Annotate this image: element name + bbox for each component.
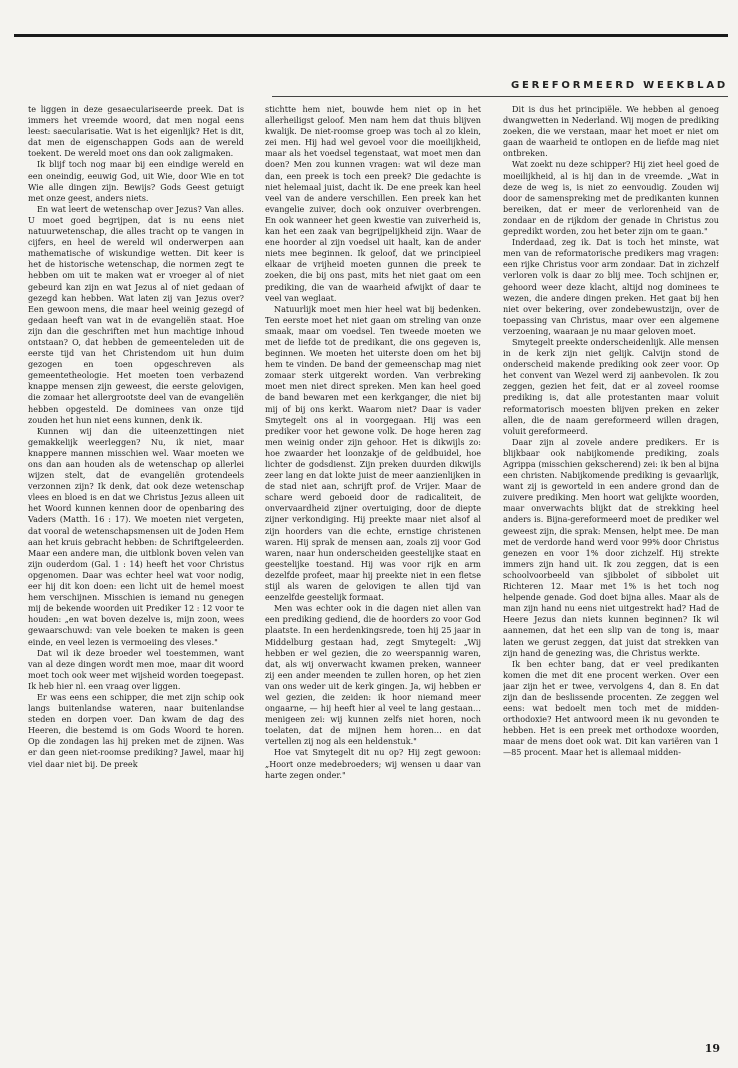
page-header-title: GEREFORMEERD WEEKBLAD — [511, 80, 728, 91]
paragraph: Men was echter ook in die dagen niet allen van een prediking gediend, die de hoorders zo voor God plaatste. In een herdenkingsrede, toen hij 25 jaar in Middelburg gestaan had, zegt Smytegelt: „Wij hebben er wel gezien, die zo weerspannig waren, dat, als wij onverwacht kwamen preken, wanneer zij een ander meenden te zullen horen, op het zien van ons weder uit de kerk gingen. Ja, wij hebben er wel gezien, die zeiden: ik hoor niemand meer ongaarne, — hij heeft hier al veel te lang gestaan… menigeen zei: wij kunnen zelfs niet horen, noch toelaten, dat de mijnen hem horen… en dat vertellen zij nog als een heldenstuk." — [265, 603, 481, 747]
paragraph: Wat zoekt nu deze schipper? Hij ziet heel goed de moeilijkheid, al is hij dan in de vreemde. „Wat in deze de weg is, is niet zo eenvoudig. Zouden wij door de samenspreking met de predikanten kunnen bereiken, dat er meer de verlorenheid van de zondaar en de rijkdom der genade in Christus zou gepredikt worden, zou het beter zijn om te gaan." — [503, 159, 719, 237]
paragraph: Hoe vat Smytegelt dit nu op? Hij zegt gewoon: „Hoort onze medebroeders; wij wensen u daar van harte zegen onder." — [265, 747, 481, 780]
paragraph: te liggen in deze gesaeculariseerde preek. Dat is immers het vreemde woord, dat men nogal eens leest: saecularisatie. Wat is het eigenlijk? Het is dit, dat men de eigenschappen Gods aan de wereld toekent. De wereld moet ons dan ook zaligmaken. — [28, 104, 244, 159]
paragraph: Inderdaad, zeg ik. Dat is toch het minste, wat men van de reformatorische predikers mag vragen: een rijke Christus voor arm zondaar. Dat in zichzelf verloren volk is daar zo blij mee. Toch schijnen er, gehoord weer deze klacht, altijd nog dominees te wezen, die andere dingen preken. Het gaat bij hen niet over bekering, over zondebewustzijn, over de toepassing van Christus, maar over een algemene verzoening, waaraan je nu maar geloven moet. — [503, 237, 719, 336]
text-column-3 — [503, 104, 719, 1016]
paragraph: Dit is dus het principiële. We hebben al genoeg dwangwetten in Nederland. Wij mogen de prediking zoeken, die we verstaan, maar het moet er niet om gaan de waarheid te ontlopen en de liefde mag niet ontbreken. — [503, 104, 719, 159]
paragraph: Kunnen wij dan die uiteenzettingen niet gemakkelijk weerleggen? Nu, ik niet, maar knappere mannen misschien wel. Waar moeten we ons dan aan houden als de wetenschap op allerlei wijzen stelt, dat de evangeliën grotendeels verzonnen zijn? Ik denk, dat ook deze wetenschap vlees en bloed is en dat we Christus Jezus alleen uit het Woord kunnen kennen door de openbaring des Vaders (Matth. 16 : 17). We moeten niet vergeten, dat vooral de wetenschapsmensen uit de Joden Hem aan het kruis gebracht hebben: de Schriftgeleerden. Maar een andere man, die uitblonk boven velen van zijn ouderdom (Gal. 1 : 14) heeft het voor Christus opgenomen. Daar was echter heel wat voor nodig, eer hij dit kon doen: een licht uit de hemel moest hem verschijnen. Misschien is iemand nu genegen mij de bekende woorden uit Prediker 12 : 12 voor te houden: „en wat boven dezelve is, mijn zoon, wees gewaarschuwd: van vele boeken te maken is geen einde, en veel lezen is vermoeiing des vleses." — [28, 425, 244, 647]
paragraph: Ik blijf toch nog maar bij een eindige wereld en een oneindig, eeuwig God, uit Wie, door Wie en tot Wie alle dingen zijn. Bewijs? Gods Geest getuigt met onze geest, anders niets. — [28, 159, 244, 203]
paragraph: Natuurlijk moet men hier heel wat bij bedenken. Ten eerste moet het niet gaan om streling van onze smaak, maar om voedsel. Ten tweede moeten we met de liefde tot de predikant, die ons gegeven is, beginnen. We moeten het uiterste doen om het bij hem te vinden. De band der gemeenschap mag niet zomaar sterk uitgerekt worden. Van verbreking moet men niet direct spreken. Men kan heel goed de band bewaren met een kerkganger, die niet bij mij of bij ons kerkt. Waarom niet? Daar is vader Smytegelt ons al in voorgegaan. Hij was een prediker voor het gewone volk. De hoge heren zag men weinig onder zijn gehoor. Het is dikwijls zo: hoe zwaarder het loonzakje of de geldbuidel, hoe lichter de godsdienst. Zijn preken duurden dikwijls zeer lang en dat lokte juist de meer aanzienlijken in de stad niet aan, schrijft prof. de Vrijer. Maar de schare werd geboeid door de radicaliteit, de onvervaardheid zijner overtuiging, door de diepte zijner verkondiging. Hij preekte maar niet alsof al zijn hoorders van die echte, ernstige christenen waren. Hij sprak de mensen aan, zoals zij voor God waren, naar hun onderscheiden geestelijke staat en geestelijke toestand. Hij was voor rijk en arm dezelfde profeet, maar hij preekte niet in een fletse stijl als waren de gelovigen te allen tijd van eenzelfde geestelijk formaat. — [265, 303, 481, 603]
paragraph: Daar zijn al zovele andere predikers. Er is blijkbaar ook nabijkomende prediking, zoals Agrippa (misschien gekscherend) zei: ik ben al bijna een christen. Nabijkomende prediking is gevaarlijk, want zij is geworteld in een andere grond dan de zuivere prediking. Men hoort wat gelijkte woorden, maar onverwachts blijkt dat de strekking heel anders is. Bijna-gereformeerd moet de prediker wel geweest zijn, die sprak: Mensen, helpt mee. De man met de verdorde hand werd voor 99% door Christus genezen en voor 1% door zichzelf. Hij strekte immers zijn hand uit. Ik zou zeggen, dat is een schoolvoorbeeld van sjibbolet of sibbolet uit Richteren 12. Maar met 1% is het toch nog helpende genade. God doet bijna alles. Maar als de man zijn hand nu eens niet uitgestrekt had? Had de Heere Jezus dan niets kunnen beginnen? Ik wil aannemen, dat het een slip van de tong is, maar laten we gerust zeggen, dat juist dat strekken van zijn hand de genezing was, die Christus werkte. — [503, 436, 719, 658]
paragraph: Ik ben echter bang, dat er veel predikanten komen die met dit ene procent werken. Over een jaar zijn het er twee, vervolgens 4, dan 8. En dat zijn dan de beslissende procenten. Ze zeggen wel eens: wat bedoelt men toch met de midden-orthodoxie? Het antwoord meen ik nu gevonden te hebben. Het is een preek met orthodoxe woorden, maar de mens doet ook wat. Dit kan variëren van 1—85 procent. Maar het is allemaal midden- — [503, 658, 719, 758]
text-column-2 — [265, 104, 481, 1016]
header-rule — [272, 96, 728, 97]
page-number: 19 — [704, 1042, 720, 1055]
paragraph: Smytegelt preekte onderscheidenlijk. Alle mensen in de kerk zijn niet gelijk. Calvijn stond de onderscheid makende prediking ook zeer voor. Op het convent van Wezel werd zij aanbevolen. Ik zou zeggen, gezien het feit, dat er al zoveel roomse prediking is, dat alle protestanten maar voluit reformatorisch moesten blijven preken en zeker allen, die de naam gereformeerd willen dragen, voluit gereformeerd. — [503, 336, 719, 436]
paragraph: stichtte hem niet, bouwde hem niet op in het allerheiligst geloof. Men nam hem dat thuis blijven kwalijk. De niet-roomse groep was toch al zo klein, zei men. Hij had wel gevoel voor die moeilijkheid, maar als het voedsel tegenstaat, wat moet men dan doen? Men zou kunnen vragen: wat wil deze man dan, een preek is toch een preek? Die gedachte is niet helemaal juist, dacht ik. De ene preek kan heel veel van de andere verschillen. Een preek kan het evangelie zuiver, doch ook onzuiver overbrengen. En ook wanneer het geen kwestie van zuiverheid is, kan het een zaak van begrijpelijkheid zijn. Waar de ene hoorder al zijn voedsel uit haalt, kan de ander niets mee beginnen. Ik geloof, dat we principieel elkaar de vrijheid moeten gunnen die preek te zoeken, die bij ons past, mits het niet gaat om een prediking, die van de waarheid afwijkt of daar te veel van weglaat. — [265, 104, 481, 303]
paragraph: En wat leert de wetenschap over Jezus? Van alles. U moet goed begrijpen, dat is nu eens niet natuurwetenschap, die alles tracht op te vangen in cijfers, en heel de wereld wil onderwerpen aan mathematische of wiskundige wetten. Dit keer is het de historische wetenschap, die normen zegt te hebben om uit te maken wat er vroeger al of niet gebeurd kan zijn en wat Jezus al of niet gedaan of gezegd kan hebben. Wat laten zij van Jezus over? Een gewoon mens, die maar heel weinig gezegd of gedaan heeft van wat in de evangeliën staat. Hoe zijn dan die geschriften met hun machtige inhoud ontstaan? O, dat hebben de gemeenteleden uit de eerste tijd van het Christendom uit hun duim gezogen en toen opgeschreven als gemeentetheologie. Het moeten toen verbazend knappe mensen zijn geweest, die eerste gelovigen, die zomaar het allergrootste deel van de evangeliën hebben opgesteld. De dominees van onze tijd zouden het hun niet eens kunnen, denk ik. — [28, 203, 244, 425]
top-rule — [14, 34, 728, 37]
text-column-1 — [28, 104, 244, 1016]
paragraph: Er was eens een schipper, die met zijn schip ook langs buitenlandse wateren, naar buitenlandse steden en dorpen voer. Dan kwam de dag des Heeren, die bestemd is om Gods Woord te horen. Op die zondagen las hij preken met de zijnen. Was er dan geen niet-roomse prediking? Jawel, maar hij viel daar niet bij. De preek — [28, 691, 244, 769]
paragraph: Dat wil ik deze broeder wel toestemmen, want van al deze dingen wordt men moe, maar dit woord moet toch ook weer met wijsheid worden toegepast. Ik heb hier nl. een vraag over liggen. — [28, 647, 244, 691]
